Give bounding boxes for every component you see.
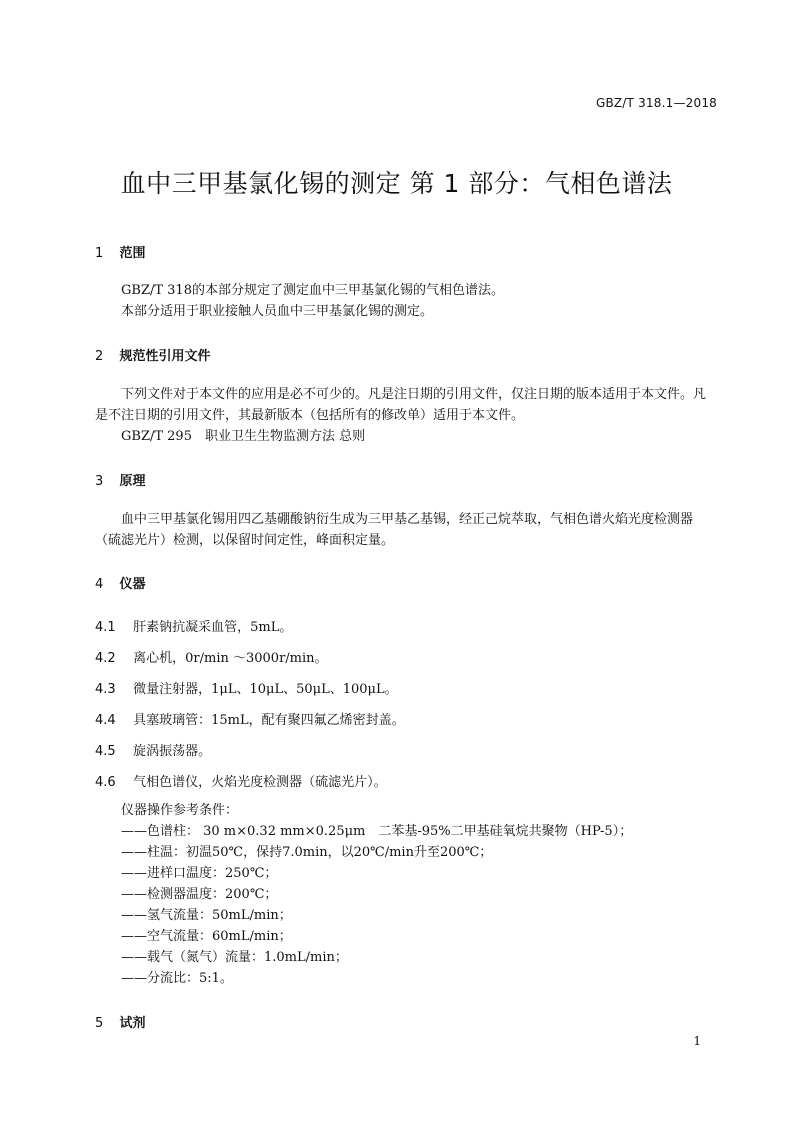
condition-line: ——色谱柱： 30 m×0.32 mm×0.25μm 二苯基-95%二甲基硅氧烷共聚物（HP-5）； (121, 824, 633, 839)
item-text: 气相色谱仪，火焰光度检测器（硫滤光片）。 (133, 775, 387, 790)
item-number: 4.3 (95, 682, 116, 697)
condition-line: ——进样口温度：250℃； (121, 866, 278, 881)
list-item (95, 740, 211, 759)
paragraph: 本部分适用于职业接触人员血中三甲基氯化锡的测定。 (121, 304, 434, 319)
section-number: 5 (95, 1016, 104, 1031)
normative-reference: GBZ/T 295 职业卫生生物监测方法 总则 (121, 429, 366, 444)
section-heading-5 (95, 1012, 146, 1031)
section-title: 试剂 (119, 1016, 146, 1031)
section-heading-2 (95, 345, 211, 364)
document-title: 血中三甲基氯化锡的测定 第 1 部分：气相色谱法 (120, 169, 673, 198)
condition-line: ——检测器温度：200℃； (121, 887, 278, 902)
page-number: 1 (693, 1034, 701, 1048)
section-heading-4 (95, 573, 146, 592)
item-number: 4.1 (95, 620, 116, 635)
list-item (95, 709, 405, 728)
section-number: 2 (95, 349, 104, 364)
item-number: 4.4 (95, 713, 116, 728)
list-item (95, 647, 328, 666)
list-item (95, 678, 398, 697)
item-number: 4.2 (95, 651, 116, 666)
section-title: 规范性引用文件 (119, 349, 211, 364)
section-heading-3 (95, 470, 146, 489)
paragraph: GBZ/T 318的本部分规定了测定血中三甲基氯化锡的气相色谱法。 (121, 283, 504, 298)
paragraph: 血中三甲基氯化锡用四乙基硼酸钠衍生成为三甲基乙基锡，经正己烷萃取，气相色谱火焰光度检测器（硫滤光片）检测，以保留时间定性，峰面积定量。 (95, 512, 694, 548)
condition-line: ——载气（氮气）流量：1.0mL/min； (121, 950, 348, 965)
item-text: 具塞玻璃管：15mL，配有聚四氟乙烯密封盖。 (133, 713, 405, 728)
condition-line: ——空气流量：60mL/min； (121, 929, 292, 944)
section-title: 原理 (119, 474, 146, 489)
section-heading-1 (95, 242, 146, 261)
list-item (95, 771, 387, 790)
item-number: 4.6 (95, 775, 116, 790)
section-number: 1 (95, 246, 104, 261)
list-item (95, 616, 292, 635)
section-title: 仪器 (119, 577, 146, 592)
section-title: 范围 (119, 246, 146, 261)
item-text: 肝素钠抗凝采血管，5mL。 (133, 620, 293, 635)
section-number: 3 (95, 474, 104, 489)
item-number: 4.5 (95, 744, 116, 759)
condition-line: ——柱温：初温50℃，保持7.0min，以20℃/min升至200℃； (121, 845, 493, 860)
item-text: 微量注射器，1μL、10μL、50μL、100μL。 (133, 682, 398, 697)
paragraph: 下列文件对于本文件的应用是必不可少的。凡是注日期的引用文件，仅注日期的版本适用于本文件。凡是不注日期的引用文件，其最新版本（包括所有的修改单）适用于本文件。 (95, 387, 707, 423)
item-text: 离心机，0r/min ～3000r/min。 (133, 651, 328, 666)
condition-line: ——分流比：5:1。 (121, 971, 233, 986)
section-number: 4 (95, 577, 104, 592)
conditions-title: 仪器操作参考条件： (121, 803, 239, 818)
condition-line: ——氢气流量：50mL/min； (121, 908, 292, 923)
item-text: 旋涡振荡器。 (133, 744, 212, 759)
standard-code: GBZ/T 318.1—2018 (595, 96, 717, 110)
